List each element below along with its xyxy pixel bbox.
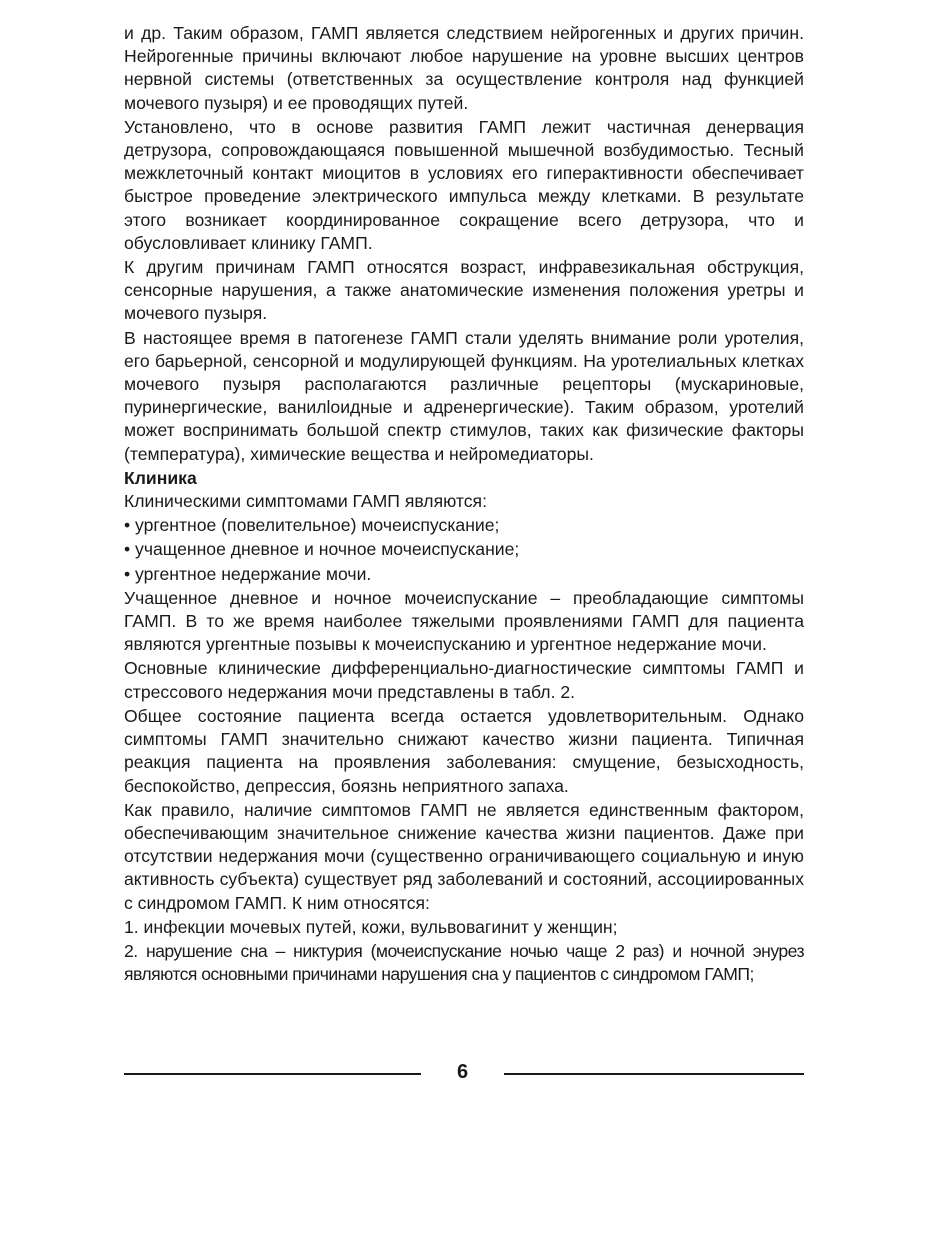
page-body — [124, 22, 804, 987]
page-number: 6 — [456, 1061, 469, 1083]
list-item: 2. нарушение сна – никтурия (мочеиспускание ночью чаще 2 раз) и ночной энурез являются основными причинами нарушения сна у пациентов с синдромом ГАМП; — [124, 940, 804, 985]
list-item: • ургентное (повелительное) мочеиспускание; — [124, 515, 500, 536]
footer-rule-left — [124, 1073, 421, 1075]
paragraph: и др. Таким образом, ГАМП является следствием нейрогенных и других причин. Нейрогенные причины включают любое нарушение на уровне высших центров нервной системы (ответственных за осуществление контроля над функцией мочевого пузыря) и ее проводящих путей. — [124, 23, 804, 113]
list-item: 1. инфекции мочевых путей, кожи, вульвовагинит у женщин; — [124, 916, 618, 937]
page-footer — [124, 1058, 804, 1088]
condition-list — [124, 916, 804, 987]
list-item: • учащенное дневное и ночное мочеиспускание; — [124, 539, 520, 560]
paragraph: К другим причинам ГАМП относятся возраст, инфравезикальная обструкция, сенсорные нарушения, а также анатомические изменения положения уретры и мочевого пузыря. — [124, 257, 804, 324]
clinic-intro: Клиническими симптомами ГАМП являются: — [124, 491, 487, 512]
footer-rule-right — [504, 1073, 804, 1075]
paragraph: Основные клинические дифференциально-диагностические симптомы ГАМП и стрессового недержания мочи представлены в табл. 2. — [124, 658, 804, 702]
paragraph: Учащенное дневное и ночное мочеиспускание – преобладающие симптомы ГАМП. В то же время наиболее тяжелыми проявлениями ГАМП для пациента являются ургентные позывы к мочеиспусканию и ургентное недержание мочи. — [124, 587, 804, 655]
paragraph: Как правило, наличие симптомов ГАМП не является единственным фактором, обеспечивающим значительное снижение качества жизни пациентов. Даже при отсутствии недержания мочи (существенно ограничивающего социальную и иную активность субъекта) существует ряд заболеваний и состояний, ассоциированных с синдромом ГАМП. К ним относятся: — [124, 799, 804, 913]
paragraph: Установлено, что в основе развития ГАМП лежит частичная денервация детрузора, сопровождающаяся повышенной мышечной возбудимостью. Тесный межклеточный контакт миоцитов в условиях его гиперактивности обеспечивает быстрое проведение электрического импульса между клетками. В результате этого возникает координированное сокращение всего детрузора, что и обусловливает клинику ГАМП. — [124, 116, 804, 253]
section-heading: Клиника — [124, 467, 197, 488]
paragraph: Общее состояние пациента всегда остается удовлетворительным. Однако симптомы ГАМП значительно снижают качество жизни пациента. Типичная реакция пациента на проявления заболевания: смущение, безысходность, беспокойство, депрессия, боязнь неприятного запаха. — [124, 705, 804, 796]
paragraph: В настоящее время в патогенезе ГАМП стали уделять внимание роли уротелия, его барьерной, сенсорной и модулирующей функциям. На уротелиальных клетках мочевого пузыря располагаются различные рецепторы (мускариновые, пуринергические, ванилloидные и адренергические). Таким образом, уротелий может воспринимать большой спектр стимулов, таких как физические факторы (температура), химические вещества и нейромедиаторы. — [124, 327, 804, 464]
symptom-list — [124, 514, 804, 586]
list-item: • ургентное недержание мочи. — [124, 563, 372, 584]
